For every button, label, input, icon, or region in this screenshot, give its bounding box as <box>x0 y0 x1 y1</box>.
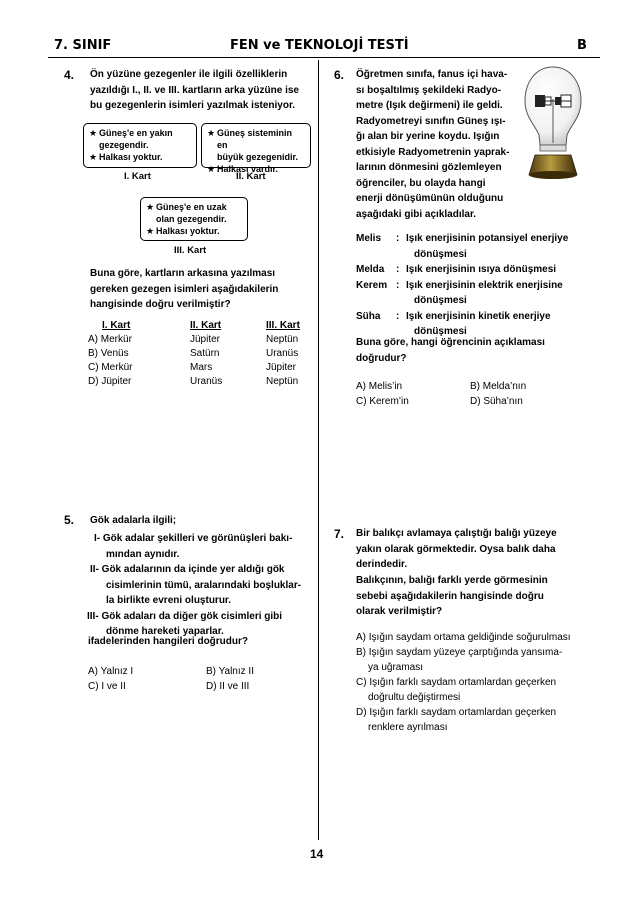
q5-option-a[interactable]: A) Yalnız I <box>88 666 134 677</box>
q7-question <box>356 573 606 620</box>
card-1 <box>83 123 197 168</box>
radiometer-illustration <box>523 63 583 183</box>
q5-question: ifadelerinden hangileri doğrudur? <box>88 636 249 647</box>
card-1-label: I. Kart <box>124 171 151 182</box>
q6-option-c[interactable]: C) Kerem’in <box>356 396 409 407</box>
q5-stem: Gök adalarla ilgili; <box>90 515 177 526</box>
card-2-label: II. Kart <box>236 171 266 182</box>
option-letter: C) <box>88 362 99 373</box>
test-title: FEN ve TEKNOLOJİ TESTİ <box>230 38 409 53</box>
statement-line: II- Gök adalarının da içinde yer aldığı gök <box>90 564 285 575</box>
star-icon: ★ <box>89 128 98 138</box>
card-3-text: Güneş'e en uzak <box>156 202 227 212</box>
q6-stem-line: Öğretmen sınıfa, fanus içi hava- <box>356 69 508 80</box>
star-icon: ★ <box>207 128 216 138</box>
q6-student-list <box>356 231 606 340</box>
option-line: renklere ayrılması <box>368 722 448 733</box>
option-line: doğrultu değiştirmesi <box>368 692 461 703</box>
student-row-kerem: Kerem : Işık enerjisinin elektrik enerjisine dönüşmesi <box>356 278 606 309</box>
q6-stem-line: öğrenciler, bu olayda hangi <box>356 177 486 189</box>
option-row-c[interactable] <box>88 362 326 376</box>
student-answer: Işık enerjisinin potansiyel enerjiye <box>406 233 569 244</box>
table-cell: Mars <box>190 362 213 373</box>
student-row-melda: Melda : Işık enerjisinin ısıya dönüşmesi <box>356 262 606 278</box>
q5-number: 5. <box>64 513 75 527</box>
q6-question <box>356 335 606 366</box>
q7-option-c[interactable] <box>356 675 606 705</box>
card-2-text: büyük gezegenidir. <box>217 152 299 162</box>
option-line: B) Işığın saydam yüzeye çarptığında yansıma- <box>356 647 563 658</box>
statement-line: I- Gök adalar şekilleri ve görünüşleri bakı- <box>94 533 293 544</box>
q4-number: 4. <box>64 68 75 82</box>
option-row-b[interactable] <box>88 348 326 362</box>
card-1-text: Güneş'e en yakın <box>99 128 173 138</box>
q5-option-d[interactable]: D) II ve III <box>206 681 250 692</box>
table-cell: Merkür <box>101 362 133 373</box>
option-letter: B) <box>88 348 98 359</box>
q7-question-line: sebebi aşağıdakilerin hangisinde doğru <box>356 590 544 602</box>
q5-statements <box>87 531 318 640</box>
table-cell: Jüpiter <box>190 334 221 345</box>
q5-option-c[interactable]: C) I ve II <box>88 681 126 692</box>
student-name: Melda <box>356 264 385 275</box>
table-header: III. Kart <box>266 320 300 331</box>
card-3-text: Halkası yoktur. <box>156 226 220 236</box>
statement-line: la birlikte evreni oluşturur. <box>106 595 232 606</box>
table-cell: Jüpiter <box>266 362 297 373</box>
q6-option-a[interactable]: A) Melis’in <box>356 381 403 392</box>
table-cell: Neptün <box>266 334 299 345</box>
statement-line: dönme hareketi yaparlar. <box>106 626 224 637</box>
q4-stem-line: Ön yüzüne gezegenler ile ilgili özelliklerin <box>90 69 288 80</box>
option-line: A) Işığın saydam ortama geldiğinde soğurulması <box>356 632 571 643</box>
q7-stem-line: derindedir. <box>356 559 408 570</box>
q6-stem <box>356 67 526 222</box>
student-answer: dönüşmesi <box>414 248 467 260</box>
q6-stem-line: sı boşaltılmış şekildeki Radyo- <box>356 84 502 96</box>
student-name: Melis <box>356 233 382 244</box>
star-icon: ★ <box>146 202 155 212</box>
q4-question-line: Buna göre, kartların arkasına yazılması <box>90 268 276 279</box>
q7-stem-line: Bir balıkçı avlamaya çalıştığı balığı yüzeye <box>356 528 557 539</box>
statement-line: cisimlerinin tümü, aralarındaki boşluklar- <box>106 579 302 591</box>
star-icon: ★ <box>146 226 155 236</box>
q7-stem <box>356 526 606 573</box>
table-cell: Venüs <box>100 348 129 359</box>
q4-question <box>90 266 312 313</box>
card-2 <box>201 123 311 174</box>
table-cell: Satürn <box>190 348 220 359</box>
table-header: I. Kart <box>102 320 131 331</box>
q4-options-table <box>88 320 326 390</box>
page-number: 14 <box>310 847 324 861</box>
statement-1 <box>90 531 318 562</box>
table-cell: Neptün <box>266 376 299 387</box>
star-icon: ★ <box>207 164 216 174</box>
table-header-row <box>88 320 326 334</box>
student-answer: dönüşmesi <box>414 326 467 337</box>
q6-stem-line: etkisiyle Radyometrenin yaprak- <box>356 146 510 158</box>
card-1-text: Halkası yoktur. <box>99 152 163 162</box>
star-icon: ★ <box>89 152 98 162</box>
option-letter: A) <box>88 334 98 345</box>
option-row-d[interactable] <box>88 376 326 390</box>
option-row-a[interactable] <box>88 334 326 348</box>
option-line: ya uğraması <box>368 662 424 673</box>
student-name: Kerem <box>356 279 388 291</box>
option-line: D) Işığın farklı saydam ortamlardan geçerken <box>356 707 557 718</box>
table-cell: Uranüs <box>190 376 223 387</box>
option-letter: D) <box>88 376 99 387</box>
booklet-letter: B <box>577 38 587 53</box>
q4-stem <box>90 67 312 114</box>
q5-option-b[interactable]: B) Yalnız II <box>206 666 254 677</box>
student-row-melis: Melis : Işık enerjisinin potansiyel enerjiye dönüşmesi <box>356 231 606 262</box>
student-name: Süha <box>356 310 381 322</box>
q6-stem-line: aşağıdaki gibi açıkladılar. <box>356 208 477 220</box>
statement-line: mından aynıdır. <box>106 548 180 560</box>
q7-option-d[interactable] <box>356 705 606 735</box>
table-cell: Uranüs <box>266 348 299 359</box>
table-cell: Jüpiter <box>101 376 132 387</box>
student-answer: Işık enerjisinin elektrik enerjisine <box>406 279 563 291</box>
statement-line: III- Gök adaları da diğer gök cisimleri gibi <box>87 610 283 622</box>
card-2-text: Güneş sisteminin en <box>217 128 293 150</box>
q7-number: 7. <box>334 527 345 541</box>
student-answer: Işık enerjisinin kinetik enerjiye <box>406 310 551 322</box>
q6-option-b[interactable]: B) Melda’nın <box>470 381 527 392</box>
card-1-text: gezegendir. <box>99 140 149 150</box>
q6-question-line: Buna göre, hangi öğrencinin açıklaması <box>356 337 545 348</box>
q6-stem-line: larının dönmesini gözlemleyen <box>356 162 502 173</box>
q7-question-line: Balıkçının, balığı farklı yerde görmesinin <box>356 575 548 586</box>
table-header: II. Kart <box>190 320 222 331</box>
card-3 <box>140 197 248 241</box>
q6-stem-line: ğı alan bir yerine koydu. Işığın <box>356 131 500 142</box>
q7-question-line: olarak verilmiştir? <box>356 606 443 617</box>
q7-options <box>356 630 606 735</box>
card-3-label: III. Kart <box>174 245 207 256</box>
q6-question-line: doğrudur? <box>356 352 407 364</box>
q4-question-line: hangisinde doğru verilmiştir? <box>90 299 231 310</box>
q7-option-b[interactable] <box>356 645 606 675</box>
q6-stem-line: enerji dönüşümünün olduğunu <box>356 193 504 204</box>
card-3-text: olan gezegendir. <box>156 214 227 224</box>
q6-stem-line: metre (Işık değirmeni) ile geldi. <box>356 100 503 111</box>
column-divider <box>318 60 319 840</box>
table-cell: Merkür <box>100 334 132 345</box>
header-rule <box>48 57 600 58</box>
option-line: C) Işığın farklı saydam ortamlardan geçerken <box>356 677 557 688</box>
statement-2 <box>90 562 318 609</box>
q4-stem-line: yazıldığı I., II. ve III. kartların arka yüzüne ise <box>90 84 299 96</box>
q4-stem-line: bu gezegenlerin isimleri yazılmak isteniyor. <box>90 100 296 111</box>
student-answer: Işık enerjisinin ısıya dönüşmesi <box>406 264 557 275</box>
card-2-text: Halkası vardır. <box>217 164 279 174</box>
q7-stem-line: yakın olarak görmektedir. Oysa balık daha <box>356 543 556 555</box>
q7-option-a[interactable] <box>356 630 606 645</box>
student-answer: dönüşmesi <box>414 295 467 306</box>
student-row-suha: Süha : Işık enerjisinin kinetik enerjiye dönüşmesi <box>356 309 606 340</box>
q6-number: 6. <box>334 68 345 82</box>
q4-question-line: gereken gezegen isimleri aşağıdakilerin <box>90 283 279 295</box>
q6-option-d[interactable]: D) Süha’nın <box>470 396 523 407</box>
grade-label: 7. SINIF <box>54 38 112 53</box>
q6-stem-line: Radyometreyi sınıfın Güneş ışı- <box>356 115 506 127</box>
